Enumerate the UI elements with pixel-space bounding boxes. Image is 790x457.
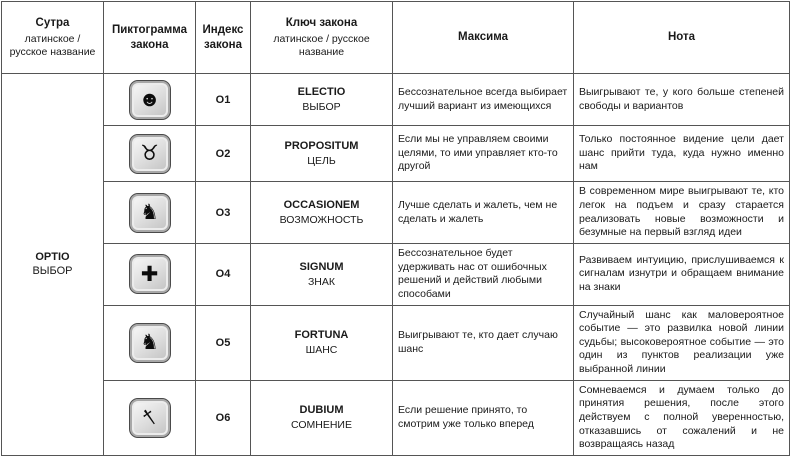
header-sutra-title: Сутра bbox=[35, 17, 70, 30]
maxima-cell: Если мы не управляем своими целями, то ими управляет кто-то другой bbox=[393, 126, 574, 182]
pictogram-cell bbox=[104, 380, 196, 455]
nota-cell: Случайный шанс как маловероятное событие — это развилка новой линии судьбы; высоковероятное событие — это один из пунктов реализации уже выбранной линии bbox=[574, 305, 790, 380]
header-index: Индекс закона bbox=[196, 2, 251, 74]
icon-glyph: † bbox=[138, 405, 161, 431]
icon-glyph: ♞ bbox=[140, 331, 159, 355]
laws-table bbox=[1, 1, 790, 456]
index-cell: O4 bbox=[196, 244, 251, 306]
key-latin: SIGNUM bbox=[299, 260, 344, 273]
table-row bbox=[2, 126, 790, 182]
header-maxima: Максима bbox=[393, 2, 574, 74]
pictogram-cell bbox=[104, 182, 196, 244]
pictogram-cell bbox=[104, 305, 196, 380]
key-cell bbox=[251, 126, 393, 182]
pictogram-cell bbox=[104, 126, 196, 182]
table-row bbox=[2, 182, 790, 244]
horse-icon bbox=[129, 193, 171, 233]
index-cell: O5 bbox=[196, 305, 251, 380]
key-russian: ВОЗМОЖНОСТЬ bbox=[279, 213, 364, 226]
pictogram-cell bbox=[104, 244, 196, 306]
nota-cell: В современном мире выигрывают те, кто легок на подъем и сразу старается реализовать новые возможности и безумные на первый взгляд идеи bbox=[574, 182, 790, 244]
header-row bbox=[2, 2, 790, 74]
key-cell bbox=[251, 244, 393, 306]
head-icon bbox=[129, 80, 171, 120]
header-pictogram: Пиктограмма закона bbox=[104, 2, 196, 74]
sutra-russian: ВЫБОР bbox=[32, 265, 73, 278]
nota-cell: Развиваем интуицию, прислушиваемся к сигналам изнутри и обращаем внимание на знаки bbox=[574, 244, 790, 306]
key-latin: PROPOSITUM bbox=[284, 139, 359, 152]
header-key bbox=[251, 2, 393, 74]
key-russian: ЦЕЛЬ bbox=[307, 154, 336, 167]
dagger-icon bbox=[129, 398, 171, 438]
key-cell bbox=[251, 305, 393, 380]
table-row bbox=[2, 244, 790, 306]
nota-cell: Выигрывают те, у кого больше степеней свободы и вариантов bbox=[574, 74, 790, 126]
sutra-cell bbox=[2, 74, 104, 456]
maxima-cell: Бессознательное всегда выбирает лучший вариант из имеющихся bbox=[393, 74, 574, 126]
key-cell bbox=[251, 182, 393, 244]
cross-icon bbox=[129, 254, 171, 294]
header-nota: Нота bbox=[574, 2, 790, 74]
key-russian: ЗНАК bbox=[307, 275, 336, 288]
maxima-cell: Выигрывают те, кто дает случаю шанс bbox=[393, 305, 574, 380]
nota-cell: Только постоянное видение цели дает шанс прийти туда, куда нужно именно нам bbox=[574, 126, 790, 182]
index-cell: O6 bbox=[196, 380, 251, 455]
pictogram-cell bbox=[104, 74, 196, 126]
chess-knight-icon bbox=[129, 323, 171, 363]
maxima-cell: Бессознательное будет удерживать нас от ошибочных решений и действий любыми способами bbox=[393, 244, 574, 306]
icon-glyph: ☻ bbox=[138, 88, 161, 111]
header-key-subtitle: латинское / русское название bbox=[273, 32, 370, 58]
maxima-cell: Лучше сделать и жалеть, чем не сделать и жалеть bbox=[393, 182, 574, 244]
header-key-title: Ключ закона bbox=[285, 17, 358, 30]
key-russian: ВЫБОР bbox=[302, 100, 341, 113]
table-row bbox=[2, 380, 790, 455]
key-russian: СОМНЕНИЕ bbox=[291, 419, 352, 432]
sutra-latin: OPTIO bbox=[35, 250, 70, 263]
table-row bbox=[2, 74, 790, 126]
index-cell: O3 bbox=[196, 182, 251, 244]
nota-cell: Сомневаемся и думаем только до принятия решения, после этого действуем с полной уверенностью, отказавшись от сожалений и не возвращаясь назад bbox=[574, 380, 790, 455]
index-cell: O2 bbox=[196, 126, 251, 182]
key-cell bbox=[251, 74, 393, 126]
header-sutra bbox=[2, 2, 104, 74]
icon-glyph: ✚ bbox=[140, 262, 159, 286]
table-row bbox=[2, 305, 790, 380]
bull-icon bbox=[129, 134, 171, 174]
icon-glyph: ♉ bbox=[140, 142, 159, 165]
key-cell bbox=[251, 380, 393, 455]
page bbox=[1, 0, 789, 457]
key-latin: ELECTIO bbox=[297, 85, 346, 98]
key-latin: FORTUNA bbox=[294, 329, 349, 342]
header-sutra-subtitle: латинское / русское название bbox=[9, 32, 96, 58]
icon-glyph: ♞ bbox=[140, 201, 159, 224]
index-cell: O1 bbox=[196, 74, 251, 126]
maxima-cell: Если решение принято, то смотрим уже только вперед bbox=[393, 380, 574, 455]
key-latin: OCCASIONEM bbox=[283, 198, 360, 211]
key-russian: ШАНС bbox=[305, 344, 338, 356]
key-latin: DUBIUM bbox=[299, 404, 344, 417]
